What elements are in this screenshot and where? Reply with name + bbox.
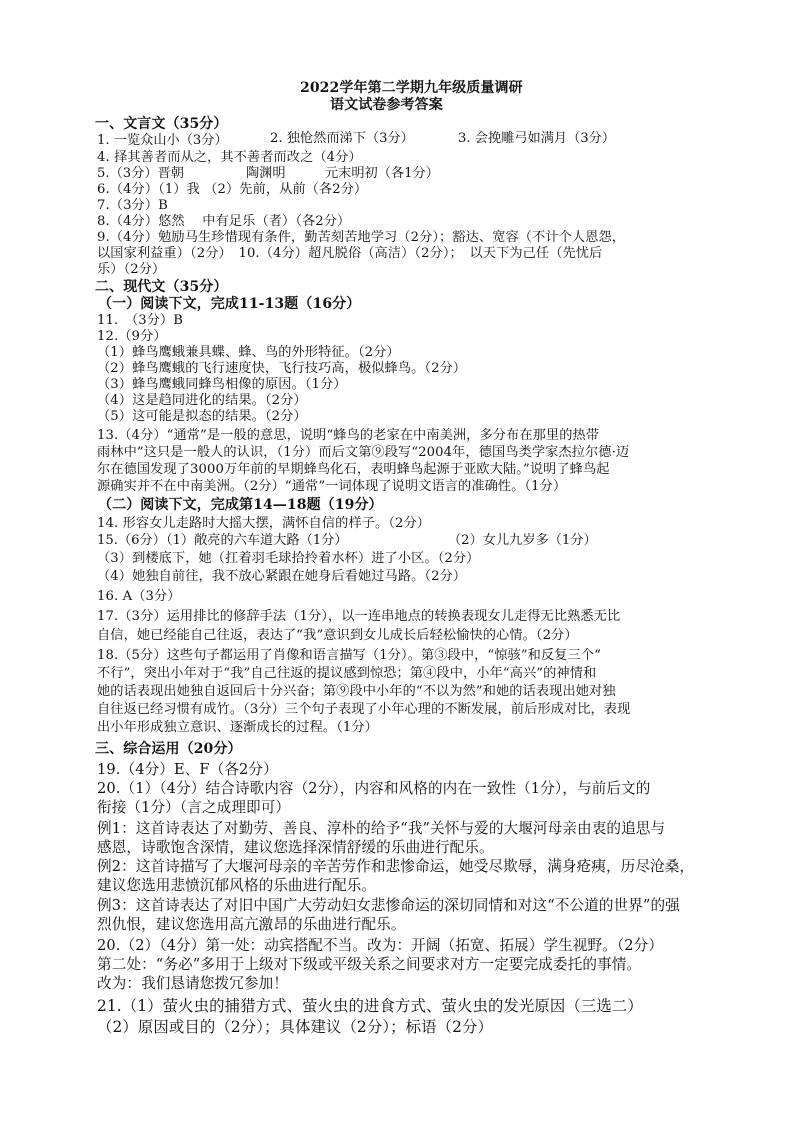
answer-q20-2-line1: 20.（2）（4分）第一处：动宾搭配不当。改为：开阔（拓宽、拓展）学生视野。（2分） <box>97 937 664 954</box>
answer-q14: 14. 形容女儿走路时大摇大摆，满怀自信的样子。（2分） <box>97 516 431 531</box>
answer-q15-part2: （2）女儿九岁多（1分） <box>448 533 597 548</box>
section-heading-classical: 一、文言文（35分） <box>95 116 228 132</box>
answer-q9-line2: 以国家利益重）（2分） 10.（4分）超凡脱俗（高洁）（2分）； 以天下为己任（先忧后 <box>97 246 603 261</box>
answer-q9-line1: 9.（4分）勉励马生珍惜现有条件，勤苦刻苦地学习（2分）；豁达、宽容（不计个人恩怨， <box>97 230 626 245</box>
answer-q8: 8.（4分）悠然 中有足乐（者）（各2分） <box>97 214 351 229</box>
answer-q18-line5: 出小年形成独立意识、逐渐成长的过程。（1分） <box>97 720 378 735</box>
answer-q19: 19.（4分）E、F（各2分） <box>97 761 278 778</box>
answer-q1: 1. 一览众山小（3分） <box>97 133 228 148</box>
answer-q18-line1: 18.（5分）这些句子都运用了肖像和语言描写（1分）。第③段中，“惊骇”和反复三个“ <box>97 648 601 663</box>
part1-heading: （一）阅读下文，完成11-13题（16分） <box>98 296 361 312</box>
answer-q20-1-line1: 20.（1）（4分）结合诗歌内容（2分），内容和风格的内在一致性（1分），与前后文的 <box>97 780 651 797</box>
answer-q7: 7.（3分）B <box>97 198 168 213</box>
example3-line2: 烈仇恨，建议您选用高亢激昂的乐曲进行配乐。 <box>97 916 406 933</box>
example3-line1: 例3：这首诗表达了对旧中国广大劳动妇女悲惨命运的深切同情和对这“不公道的世界”的强 <box>97 897 680 914</box>
document-title: 2022学年第二学期九年级质量调研 <box>300 80 523 96</box>
example2-line1: 例2：这首诗描写了大堰河母亲的辛苦劳作和悲惨命运，她受尽欺辱，满身疮痍，历尽沧桑， <box>97 858 695 875</box>
answer-q11: 11. （3分）B <box>97 313 184 328</box>
answer-q12-4: （4）这是趋同进化的结果。（2分） <box>97 393 307 408</box>
answer-q12-2: （2）蜂鸟鹰蛾的飞行速度快，飞行技巧高，极似蜂鸟。（2分） <box>97 361 467 376</box>
answer-q12-5: （5）这可能是拟态的结果。（2分） <box>97 409 307 424</box>
answer-q15-3: （3）到楼底下，她（扛着羽毛球拾拎着水杯）进了小区。（2分） <box>97 551 480 566</box>
answer-q12: 12.（9分） <box>97 329 167 344</box>
answer-q4: 4. 择其善者而从之，其不善者而改之（4分） <box>97 150 362 165</box>
answer-q13-line3: 尔在德国发现了3000万年前的早期蜂鸟化石，表明蜂鸟起源于亚欧大陆。”说明了蜂鸟起 <box>97 462 610 477</box>
answer-q18-line2: 不行”，突出小年对于“我”自己往返的提议感到惊恐；第④段中，小年“高兴”的神情和 <box>97 666 597 681</box>
answer-q13-line4: 源确实并不在中南美洲。（2分）“通常”一词体现了说明文语言的准确性。（1分） <box>97 479 567 494</box>
answer-q16: 16. A（3分） <box>97 589 181 604</box>
answer-q3: 3. 会挽雕弓如满月（3分） <box>458 131 616 146</box>
answer-q13-line2: 雨林中”这只是一般人的认识，（1分）而后文第⑨段写“2004年，德国鸟类学家杰拉尔德·迈 <box>97 445 630 460</box>
answer-q21-1: 21.（1）萤火虫的捕猎方式、萤火虫的进食方式、萤火虫的发光原因（三选二） <box>97 997 643 1015</box>
document-subtitle: 语文试卷参考答案 <box>330 97 443 113</box>
answer-q5-part3: 元末明初（各1分） <box>325 166 439 181</box>
answer-q20-2-line2: 第二处：“务必”多用于上级对下级或平级关系之间要求对方一定要完成委托的事情。 <box>97 956 642 973</box>
part2-heading: （二）阅读下文，完成第14—18题（19分） <box>98 497 383 513</box>
answer-q5-part1: 5.（3分）晋朝 <box>97 166 184 181</box>
section-heading-modern: 二、现代文（35分） <box>95 279 228 295</box>
answer-q20-1-line2: 衔接（1分）（言之成理即可） <box>97 799 291 816</box>
answer-q15-4: （4）她独自前往，我不放心紧跟在她身后看她过马路。（2分） <box>97 569 467 584</box>
example1-line2: 感恩，诗歌饱含深情，建议您选择深情舒缓的乐曲进行配乐。 <box>97 839 494 856</box>
answer-q18-line3: 她的话表现出她独自返回后十分兴奋；第⑨段中小年的“不以为然”和她的话表现出她对独 <box>97 684 616 699</box>
answer-q17-line2: 自信，她已经能自己往返，表达了“我”意识到女儿成长后轻松愉快的心情。（2分） <box>97 628 578 643</box>
answer-q17-line1: 17.（3分）运用排比的修辞手法（1分），以一连串地点的转换表现女儿走得无比熟悉无比 <box>97 609 621 624</box>
answer-q2: 2. 独怆然而涕下（3分） <box>270 131 414 146</box>
answer-q20-2-line3: 改为：我们恳请您拨冗参加！ <box>97 975 289 992</box>
answer-q21-2: （2）原因或目的（2分）；具体建议（2分）；标语（2分） <box>97 1018 493 1036</box>
answer-q12-1: （1）蜂鸟鹰蛾兼具蝶、蜂、鸟的外形特征。（2分） <box>97 345 400 360</box>
answer-q6: 6.（4分）（1）我 （2）先前，从前（各2分） <box>97 182 368 197</box>
answer-q13-line1: 13.（4分）“通常”是一般的意思，说明“蜂鸟的老家在中南美洲，多分布在那里的热带 <box>97 428 600 443</box>
example1-line1: 例1：这首诗表达了对勤劳、善良、淳朴的给予“我”关怀与爱的大堰河母亲由衷的追思与 <box>97 820 666 837</box>
answer-q12-3: （3）蜂鸟鹰蛾同蜂鸟相像的原因。（1分） <box>97 377 347 392</box>
answer-q15-part1: 15.（6分）（1）敞亮的六车道大路（1分） <box>97 533 348 548</box>
answer-q5-part2: 陶渊明 <box>246 166 286 181</box>
answer-q9-line3: 乐）（2分） <box>97 262 166 277</box>
example2-line2: 建议您选用悲愤沉郁风格的乐曲进行配乐。 <box>97 877 377 894</box>
section-heading-application: 三、综合运用（20分） <box>95 741 242 757</box>
answer-q18-line4: 自往返已经习惯有成竹。（3分）三个句子表现了小年心理的不断发展，前后形成对比，表现 <box>97 702 631 717</box>
